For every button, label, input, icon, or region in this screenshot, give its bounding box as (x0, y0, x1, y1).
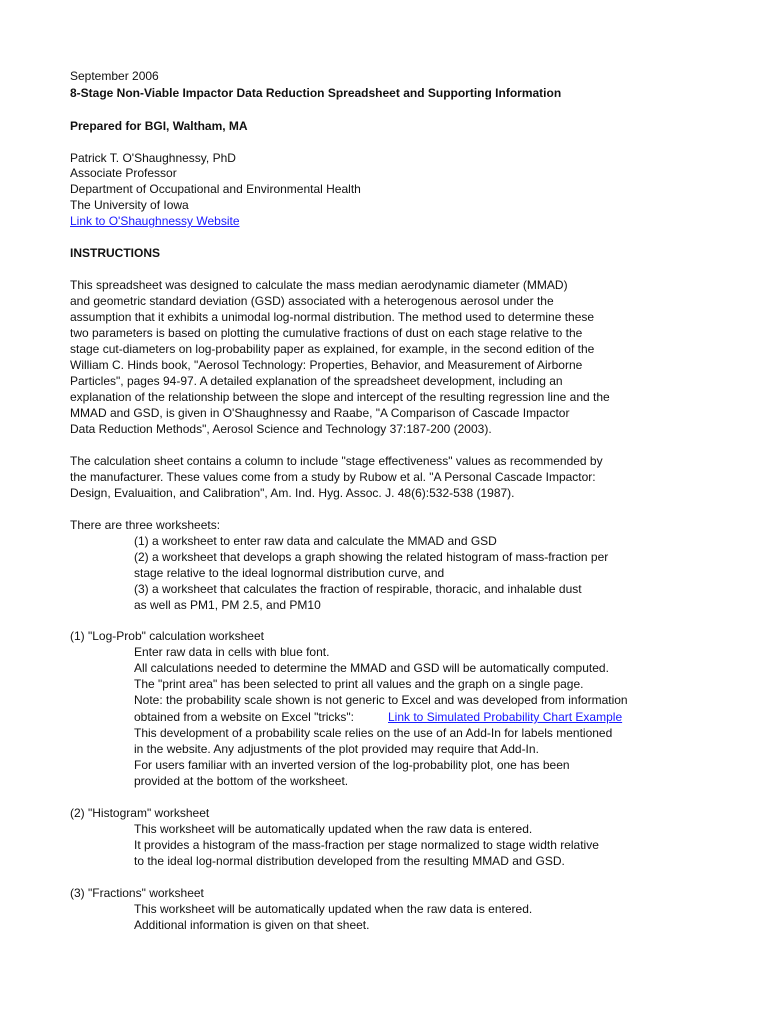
worksheet-list-item: stage relative to the ideal lognormal distribution curve, and (134, 566, 445, 580)
section2-line: It provides a histogram of the mass-fraction per stage normalized to stage width relative (134, 838, 599, 852)
section2-line: This worksheet will be automatically updated when the raw data is entered. (134, 822, 533, 836)
section3-line: Additional information is given on that sheet. (134, 918, 370, 932)
author-website-link[interactable]: Link to O'Shaughnessy Website (70, 214, 240, 228)
section2-line: to the ideal log-normal distribution developed from the resulting MMAD and GSD. (134, 854, 565, 868)
intro-line: MMAD and GSD, is given in O'Shaughnessy and Raabe, "A Comparison of Cascade Impactor (70, 406, 570, 420)
document-date: September 2006 (70, 69, 159, 83)
document-title: 8-Stage Non-Viable Impactor Data Reduction Spreadsheet and Supporting Information (70, 86, 562, 100)
author-position: Associate Professor (70, 166, 177, 180)
probability-chart-link[interactable]: Link to Simulated Probability Chart Example (388, 710, 623, 724)
section1-line: For users familiar with an inverted version of the log-probability plot, one has been (134, 758, 570, 772)
effectiveness-line: The calculation sheet contains a column to include "stage effectiveness" values as recommended by (70, 454, 603, 468)
section1-line: in the website. Any adjustments of the plot provided may require that Add-In. (134, 742, 539, 756)
worksheet-list-item: (2) a worksheet that develops a graph showing the related histogram of mass-fraction per (134, 550, 609, 564)
worksheet-list-item: (1) a worksheet to enter raw data and calculate the MMAD and GSD (134, 534, 497, 548)
intro-line: This spreadsheet was designed to calculate the mass median aerodynamic diameter (MMAD) (70, 278, 568, 292)
intro-line: explanation of the relationship between the slope and intercept of the resulting regression line and the (70, 390, 610, 404)
section1-line: Enter raw data in cells with blue font. (134, 645, 330, 659)
worksheet-list-item: as well as PM1, PM 2.5, and PM10 (134, 598, 321, 612)
section1-line: The "print area" has been selected to print all values and the graph on a single page. (134, 677, 584, 691)
prepared-for: Prepared for BGI, Waltham, MA (70, 119, 248, 133)
section1-line: provided at the bottom of the worksheet. (134, 774, 349, 788)
worksheets-intro: There are three worksheets: (70, 518, 221, 532)
intro-line: and geometric standard deviation (GSD) associated with a heterogenous aerosol under the (70, 294, 554, 308)
section3-line: This worksheet will be automatically updated when the raw data is entered. (134, 902, 533, 916)
section1-line: Note: the probability scale shown is not generic to Excel and was developed from information (134, 693, 628, 707)
section1-line: This development of a probability scale relies on the use of an Add-In for labels mentioned (134, 726, 613, 740)
author-institution: The University of Iowa (70, 198, 189, 212)
intro-line: two parameters is based on plotting the cumulative fractions of dust on each stage relative to the (70, 326, 583, 340)
effectiveness-line: the manufacturer. These values come from a study by Rubow et al. "A Personal Cascade Impactor: (70, 470, 596, 484)
intro-line: stage cut-diameters on log-probability paper as explained, for example, in the second edition of the (70, 342, 595, 356)
effectiveness-line: Design, Evaluaition, and Calibration", Am. Ind. Hyg. Assoc. J. 48(6):532-538 (1987). (70, 486, 515, 500)
intro-line: Data Reduction Methods", Aerosol Science and Technology 37:187-200 (2003). (70, 422, 492, 436)
section1-heading: (1) "Log-Prob" calculation worksheet (70, 629, 264, 643)
section1-link-line-text: obtained from a website on Excel "tricks": (134, 710, 354, 724)
section2-heading: (2) "Histogram" worksheet (70, 806, 210, 820)
worksheet-list-item: (3) a worksheet that calculates the fraction of respirable, thoracic, and inhalable dust (134, 582, 582, 596)
author-department: Department of Occupational and Environmental Health (70, 182, 361, 196)
intro-line: Particles", pages 94-97. A detailed explanation of the spreadsheet development, including an (70, 374, 563, 388)
section1-line: All calculations needed to determine the MMAD and GSD will be automatically computed. (134, 661, 609, 675)
intro-line: assumption that it exhibits a unimodal log-normal distribution. The method used to determine these (70, 310, 595, 324)
section3-heading: (3) "Fractions" worksheet (70, 886, 204, 900)
intro-line: William C. Hinds book, "Aerosol Technology: Properties, Behavior, and Measurement of Airborne (70, 358, 583, 372)
author-name: Patrick T. O'Shaughnessy, PhD (70, 151, 236, 165)
instructions-heading: INSTRUCTIONS (70, 246, 160, 260)
